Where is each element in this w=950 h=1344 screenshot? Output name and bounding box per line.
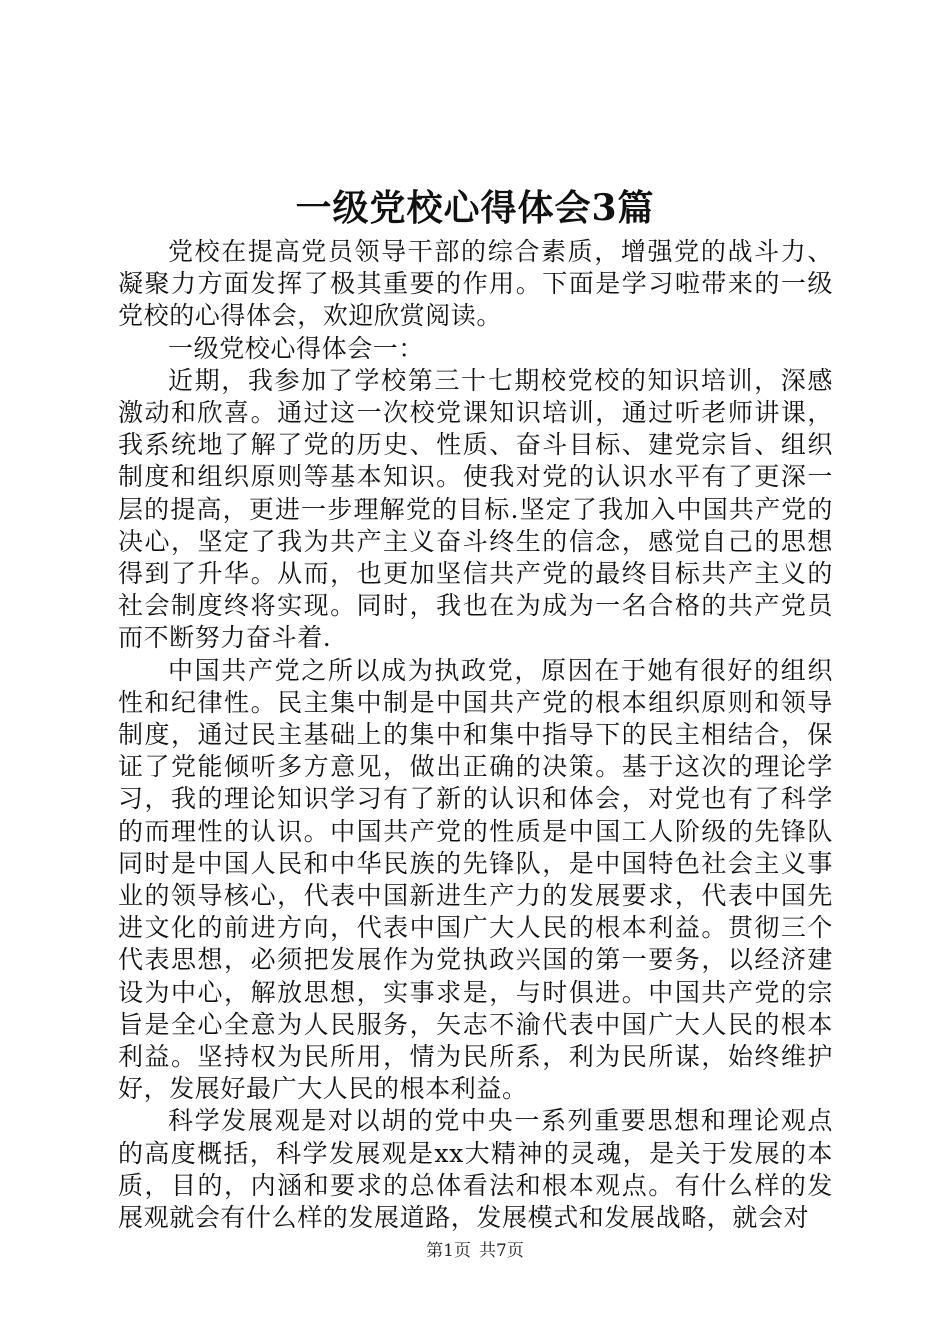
intro-paragraph: 党校在提高党员领导干部的综合素质，增强党的战斗力、凝聚力方面发挥了极其重要的作用。下面是学习啦带来的一级党校的心得体会，欢迎欣赏阅读。 xyxy=(118,237,833,331)
page-number-total: 共7页 xyxy=(479,1241,524,1261)
document-title: 一级党校心得体会3篇 xyxy=(295,187,655,229)
document-body xyxy=(118,236,833,1234)
body-paragraph: 近期，我参加了学校第三十七期校党校的知识培训，深感激动和欣喜。通过这一次校党课知识培训，通过听老师讲课，我系统地了解了党的历史、性质、奋斗目标、建党宗旨、组织制度和组织原则等基本知识。使我对党的认识水平有了更深一层的提高，更进一步理解党的目标.坚定了我加入中国共产党的决心，坚定了我为共产主义奋斗终生的信念，感觉自己的思想得到了升华。从而，也更加坚信共产党的最终目标共产主义的社会制度终将实现。同时，我也在为成为一名合格的共产党员而不断努力奋斗着. xyxy=(118,365,833,653)
body-paragraph: 中国共产党之所以成为执政党，原因在于她有很好的组织性和纪律性。民主集中制是中国共产党的根本组织原则和领导制度，通过民主基础上的集中和集中指导下的民主相结合，保证了党能倾听多方意见，做出正确的决策。基于这次的理论学习，我的理论知识学习有了新的认识和体会，对党也有了科学的而理性的认识。中国共产党的性质是中国工人阶级的先锋队同时是中国人民和中华民族的先锋队，是中国特色社会主义事业的领导核心，代表中国新进生产力的发展要求，代表中国先进文化的前进方向，代表中国广大人民的根本利益。贯彻三个代表思想，必须把发展作为党执政兴国的第一要务，以经济建设为中心，解放思想，实事求是，与时俱进。中国共产党的宗旨是全心全意为人民服务，矢志不渝代表中国广大人民的根本利益。坚持权为民所用，情为民所系，利为民所谋，始终维护好，发展好最广大人民的根本利益。 xyxy=(118,655,833,1104)
body-paragraph: 科学发展观是对以胡的党中央一系列重要思想和理论观点的高度概括，科学发展观是xx大精神的灵魂，是关于发展的本质，目的，内涵和要求的总体看法和根本观点。有什么样的发展观就会有什么样的发展道路，发展模式和发展战略，就会对 xyxy=(118,1106,833,1233)
section-heading: 一级党校心得体会一： xyxy=(168,333,425,363)
page-number-current: 第1页 xyxy=(426,1241,471,1261)
page-footer xyxy=(0,1240,950,1262)
